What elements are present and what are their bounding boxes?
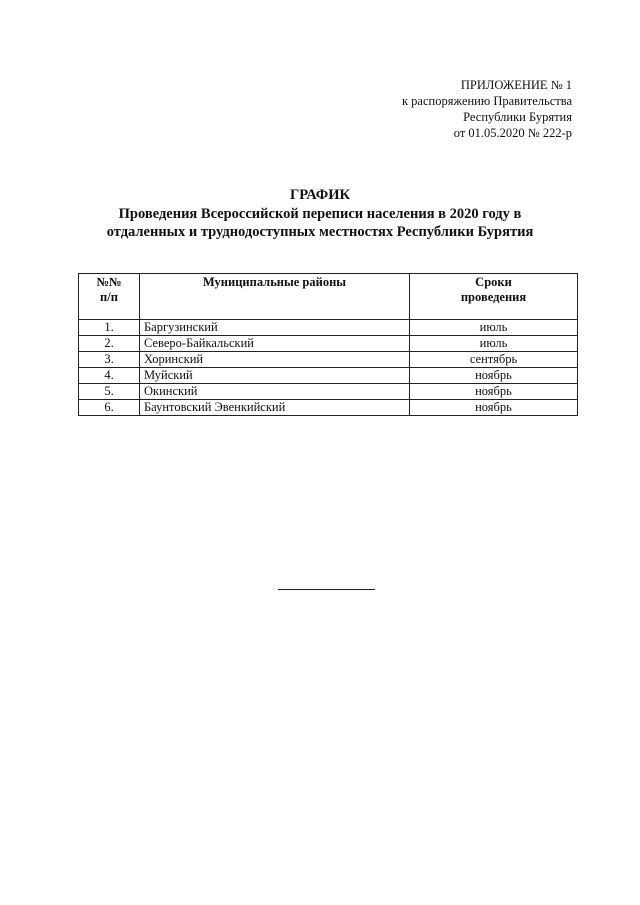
row-district: Хоринский xyxy=(140,352,410,368)
header-number-line-1: №№ xyxy=(96,275,122,289)
header-term xyxy=(410,274,578,320)
annex-authority: Республики Бурятия xyxy=(463,110,572,124)
annex-reference: к распоряжению Правительства xyxy=(401,94,572,108)
row-number: 1. xyxy=(79,320,140,336)
table-row xyxy=(79,384,578,400)
row-district: Окинский xyxy=(140,384,410,400)
row-district: Баунтовский Эвенкийский xyxy=(140,400,410,416)
document-subtitle-line-2: отдаленных и труднодоступных местностях Республики Бурятия xyxy=(106,224,534,240)
row-term: ноябрь xyxy=(410,384,578,400)
header-district-label: Муниципальные районы xyxy=(202,275,347,289)
document-title: ГРАФИК xyxy=(289,187,351,203)
header-number-line-2: п/п xyxy=(100,290,118,304)
annex-block xyxy=(272,77,572,141)
annex-date-number: от 01.05.2020 № 222-р xyxy=(453,126,572,140)
table-row xyxy=(79,336,578,352)
table-row xyxy=(79,400,578,416)
table-header-row xyxy=(79,274,578,320)
row-number: 2. xyxy=(79,336,140,352)
table-row xyxy=(79,352,578,368)
header-number xyxy=(79,274,140,320)
row-term: июль xyxy=(410,320,578,336)
row-district: Баргузинский xyxy=(140,320,410,336)
row-term: июль xyxy=(410,336,578,352)
row-term: сентябрь xyxy=(410,352,578,368)
closing-divider xyxy=(278,589,375,590)
row-term: ноябрь xyxy=(410,368,578,384)
header-district xyxy=(140,274,410,320)
table-row xyxy=(79,368,578,384)
row-number: 4. xyxy=(79,368,140,384)
document-subtitle-line-1: Проведения Всероссийской переписи населения в 2020 году в xyxy=(118,205,522,222)
row-number: 6. xyxy=(79,400,140,416)
header-term-line-1: Сроки xyxy=(475,275,512,289)
table-row xyxy=(79,320,578,336)
row-number: 5. xyxy=(79,384,140,400)
row-number: 3. xyxy=(79,352,140,368)
row-term: ноябрь xyxy=(410,400,578,416)
header-term-line-2: проведения xyxy=(460,290,527,304)
row-district: Северо-Байкальский xyxy=(140,336,410,352)
document-heading xyxy=(0,186,640,242)
annex-title: ПРИЛОЖЕНИЕ № 1 xyxy=(460,78,572,92)
row-district: Муйский xyxy=(140,368,410,384)
schedule-table xyxy=(78,273,578,416)
